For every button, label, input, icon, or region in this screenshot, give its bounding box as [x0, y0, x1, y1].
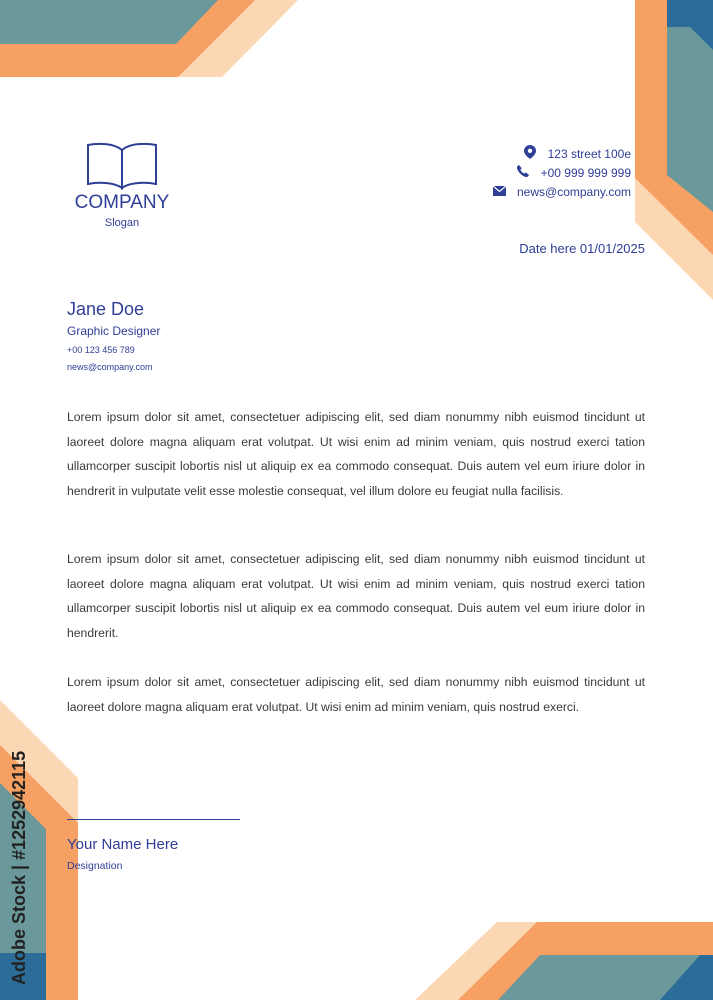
company-name: COMPANY [74, 192, 170, 213]
contact-address: 123 street 100e [547, 146, 631, 161]
letter-date: Date here 01/01/2025 [519, 241, 645, 256]
company-slogan: Slogan [104, 217, 140, 229]
contact-address-row [491, 144, 631, 163]
location-pin-icon [522, 145, 538, 162]
envelope-icon [491, 185, 507, 199]
contact-phone-row [491, 163, 631, 182]
open-book-icon [84, 140, 160, 190]
sender-name: Jane Doe [67, 299, 145, 319]
body-paragraph-1: Lorem ipsum dolor sit amet, consectetuer adipiscing elit, sed diam nonummy nibh euismod tincidunt ut laoreet dolore magna aliquam erat volutpat. Ut wisi enim ad minim veniam, quis nostrud exerci tation ullamcorper suscipit lobortis nisl ut aliquip ex ea commodo consequat. Duis autem vel eum iriure dolor in hendrerit in vulputate velit esse molestie consequat, vel illum dolore eu feugiat nulla facilisis. [67, 410, 645, 498]
contact-email: news@company.com [517, 184, 631, 199]
signature-designation: Designation [67, 860, 123, 872]
company-logo [60, 140, 184, 229]
contact-block [491, 144, 631, 201]
contact-email-row [491, 182, 631, 201]
signature-name: Your Name Here [67, 836, 179, 853]
sender-title: Graphic Designer [67, 324, 161, 338]
body-paragraph-3: Lorem ipsum dolor sit amet, consectetuer adipiscing elit, sed diam nonummy nibh euismod tincidunt ut laoreet dolore magna aliquam erat volutpat. Ut wisi enim ad minim veniam, quis nostrud exerci. [67, 675, 645, 714]
sender-phone: +00 123 456 789 [67, 345, 135, 355]
stock-credit-watermark: Adobe Stock | #1252942115 [9, 750, 29, 985]
phone-icon [515, 165, 531, 180]
body-paragraph-2: Lorem ipsum dolor sit amet, consectetuer adipiscing elit, sed diam nonummy nibh euismod tincidunt ut laoreet dolore magna aliquam erat volutpat. Ut wisi enim ad minim veniam, quis nostrud exerci tation ullamcorper suscipit lobortis nisl ut aliquip ex ea commodo consequat. Duis autem vel eum iriure dolor in hendrerit. [67, 552, 645, 640]
sender-block [67, 299, 160, 372]
contact-phone: +00 999 999 999 [540, 165, 631, 180]
signature-line [67, 819, 240, 820]
sender-email: news@company.com [67, 362, 153, 372]
